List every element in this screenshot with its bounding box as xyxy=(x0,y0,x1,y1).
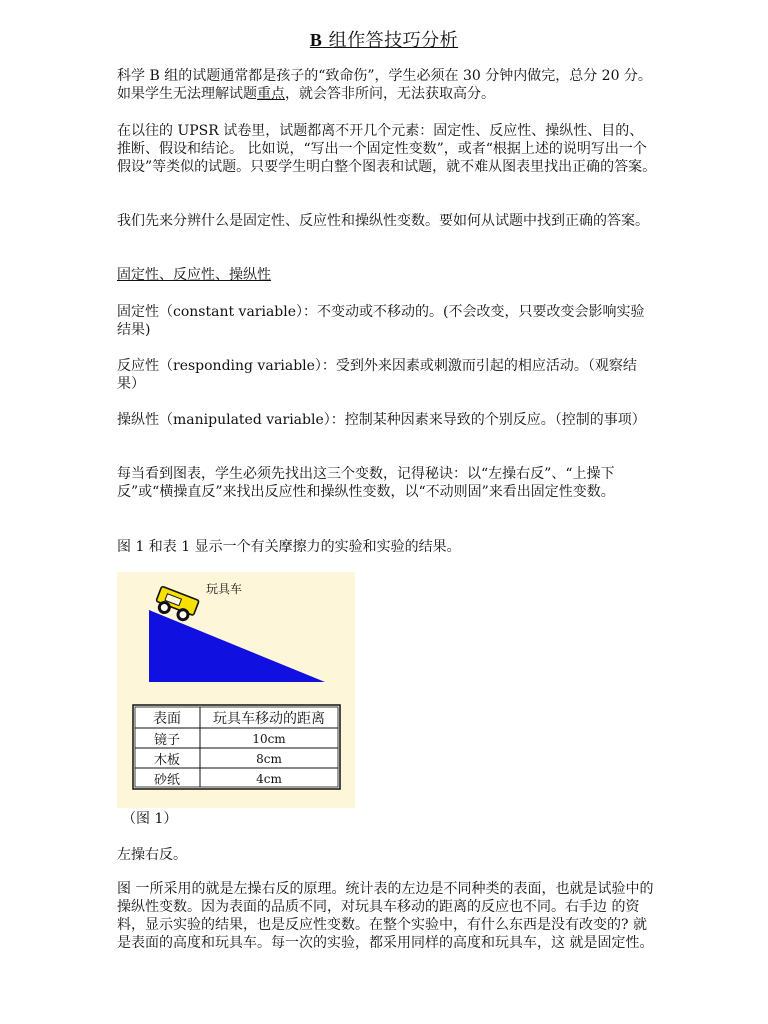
paragraph-tip: 每当看到图表，学生必须先找出这三个变数，记得秘诀：以“左操右反”、“上操下反”或“横操直反”来找出反应性和操纵性变数，以“不动则固”来看出固定性变数。 xyxy=(117,466,615,500)
paragraph-distinguish: 我们先来分辨什么是固定性、反应性和操纵性变数。要如何从试题中找到正确的答案。 xyxy=(117,213,649,229)
table-cell-surface: 木板 xyxy=(153,753,181,768)
page-title xyxy=(0,26,768,52)
paragraph-intro-text-a: 科学 B 组的试题通常都是孩子的“致命伤”，学生必须在 30 分钟内做完，总分 20 分。如果学生无法理解试题 xyxy=(117,68,652,102)
table-cell-surface: 镜子 xyxy=(153,733,181,748)
paragraph-intro xyxy=(117,67,657,103)
results-table xyxy=(133,705,340,789)
table-cell-distance: 8cm xyxy=(256,752,282,766)
friction-experiment-figure xyxy=(117,572,355,808)
table-cell-distance: 4cm xyxy=(256,772,282,786)
definition-responding: 反应性（responding variable）：受到外来因素或刺激而引起的相应活动。（观察结果） xyxy=(117,358,637,392)
car-wheel xyxy=(158,601,171,614)
section-subheading: 固定性、反应性、操纵性 xyxy=(117,267,271,283)
table-header-surface: 表面 xyxy=(153,711,181,727)
table-cell-distance: 10cm xyxy=(252,732,286,746)
underlined-keyword: 重点 xyxy=(257,86,285,102)
car-label: 玩具车 xyxy=(206,582,243,596)
figure-1 xyxy=(117,572,355,808)
paragraph-figure-intro: 图 1 和表 1 显示一个有关摩擦力的实验和实验的结果。 xyxy=(117,539,461,555)
car-wheel xyxy=(177,608,190,621)
definition-manipulated: 操纵性（manipulated variable）：控制某种因素来导致的个别反应。（控制的事项） xyxy=(117,412,646,428)
paragraph-explanation: 图 一所采用的就是左操右反的原理。统计表的左边是不同种类的表面，也就是试验中的操纵性变数。因为表面的品质不同，对玩具车移动的距离的反应也不同。右手边 的资料，显示实验的结果，也是反应性变数。在整个实验中，有什么东西是没有改变的? 就是表面的高度和玩具车。每一次的实验，都采用同样的高度和玩具车，这 就是固定性。 xyxy=(117,881,654,951)
definition-constant: 固定性（constant variable）：不变动或不移动的。(不会改变，只要改变会影响实验结果) xyxy=(117,304,645,338)
table-header-distance: 玩具车移动的距离 xyxy=(213,711,325,727)
table-cell-surface: 砂纸 xyxy=(153,773,181,788)
paragraph-intro-text-b: ，就会答非所问，无法获取高分。 xyxy=(285,86,495,102)
title-bold-letter: B xyxy=(309,30,323,50)
paragraph-left-right: 左操右反。 xyxy=(117,847,187,863)
figure-caption: （图 1） xyxy=(122,811,178,827)
ramp-slope xyxy=(149,610,325,682)
paragraph-upsr: 在以往的 UPSR 试卷里，试题都离不开几个元素：固定性、反应性、操纵性、目的、推断、假设和结论。 比如说，“写出一个固定性变数”，或者“根据上述的说明写出一个假设”等类似的试题。只要学生明白整个图表和试题，就不难从图表里找出正确的答案。 xyxy=(117,123,657,175)
title-text: 组作答技巧分析 xyxy=(322,30,459,51)
